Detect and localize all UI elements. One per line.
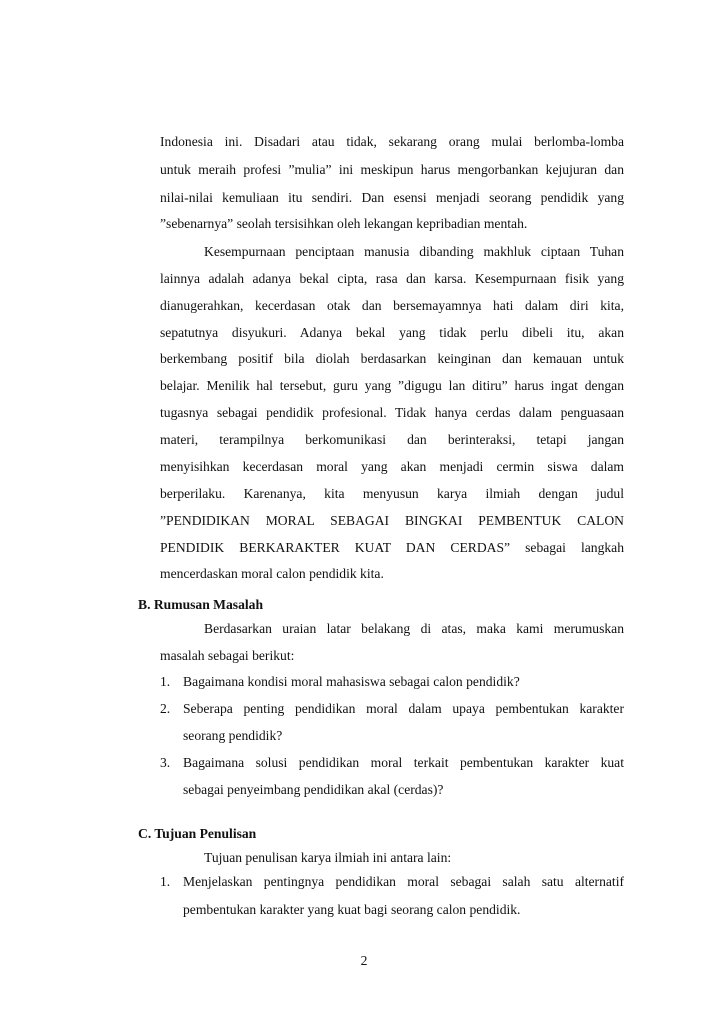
text-line: untuk meraih profesi ”mulia” ini meskipun harus mengorbankan kejujuran dan (160, 162, 624, 177)
text-line: materi, terampilnya berkomunikasi dan berinteraksi, tetapi jangan (160, 432, 624, 447)
text-line: tugasnya sebagai pendidik profesional. Tidak hanya cerdas dalam penguasaan (160, 405, 624, 420)
list-item-text: Bagaimana kondisi moral mahasiswa sebagai calon pendidik? (183, 674, 520, 689)
text-line: berperilaku. Karenanya, kita menyusun karya ilmiah dengan judul (160, 486, 624, 501)
list-item-text: pembentukan karakter yang kuat bagi seorang calon pendidik. (183, 902, 521, 917)
text-line: lainnya adalah adanya bekal cipta, rasa dan karsa. Kesempurnaan fisik yang (160, 271, 624, 286)
text-line: dianugerahkan, kecerdasan otak dan bersemayamnya hati dalam diri kita, (160, 298, 624, 313)
list-item-number: 2. (160, 701, 171, 716)
text-line: PENDIDIK BERKARAKTER KUAT DAN CERDAS” sebagai langkah (160, 540, 624, 555)
section-b-heading: B. Rumusan Masalah (138, 597, 264, 612)
list-item-text: Seberapa penting pendidikan moral dalam upaya pembentukan karakter (183, 701, 624, 716)
text-line: belajar. Menilik hal tersebut, guru yang ”digugu lan ditiru” harus ingat dengan (160, 378, 624, 393)
text-line: berkembang positif bila diolah berdasarkan keinginan dan kemauan untuk (160, 351, 624, 366)
text-line: Kesempurnaan penciptaan manusia dibanding makhluk ciptaan Tuhan (204, 244, 624, 259)
list-item-number: 3. (160, 755, 171, 770)
text-line: nilai-nilai kemuliaan itu sendiri. Dan esensi menjadi seorang pendidik yang (160, 190, 624, 205)
list-item-number: 1. (160, 874, 171, 889)
text-line: masalah sebagai berikut: (160, 648, 295, 663)
text-line: Indonesia ini. Disadari atau tidak, sekarang orang mulai berlomba-lomba (160, 134, 624, 149)
text-line: mencerdaskan moral calon pendidik kita. (160, 566, 384, 581)
section-c-heading: C. Tujuan Penulisan (138, 826, 257, 841)
text-line: ”PENDIDIKAN MORAL SEBAGAI BINGKAI PEMBENTUK CALON (160, 513, 624, 528)
page-number: 2 (360, 953, 368, 968)
text-line: ”sebenarnya” seolah tersisihkan oleh lekangan kepribadian mentah. (160, 216, 528, 231)
list-item-text: seorang pendidik? (183, 728, 283, 743)
list-item-text: sebagai penyeimbang pendidikan akal (cerdas)? (183, 782, 444, 797)
text-line: Tujuan penulisan karya ilmiah ini antara lain: (204, 850, 452, 865)
text-line: Berdasarkan uraian latar belakang di atas, maka kami merumuskan (204, 621, 624, 636)
text-line: sepatutnya disyukuri. Adanya bekal yang tidak perlu dibeli itu, akan (160, 325, 624, 340)
list-item-text: Menjelaskan pentingnya pendidikan moral sebagai salah satu alternatif (183, 874, 624, 889)
text-line: menyisihkan kecerdasan moral yang akan menjadi cermin siswa dalam (160, 459, 624, 474)
list-item-number: 1. (160, 674, 171, 689)
list-item-text: Bagaimana solusi pendidikan moral terkait pembentukan karakter kuat (183, 755, 624, 770)
